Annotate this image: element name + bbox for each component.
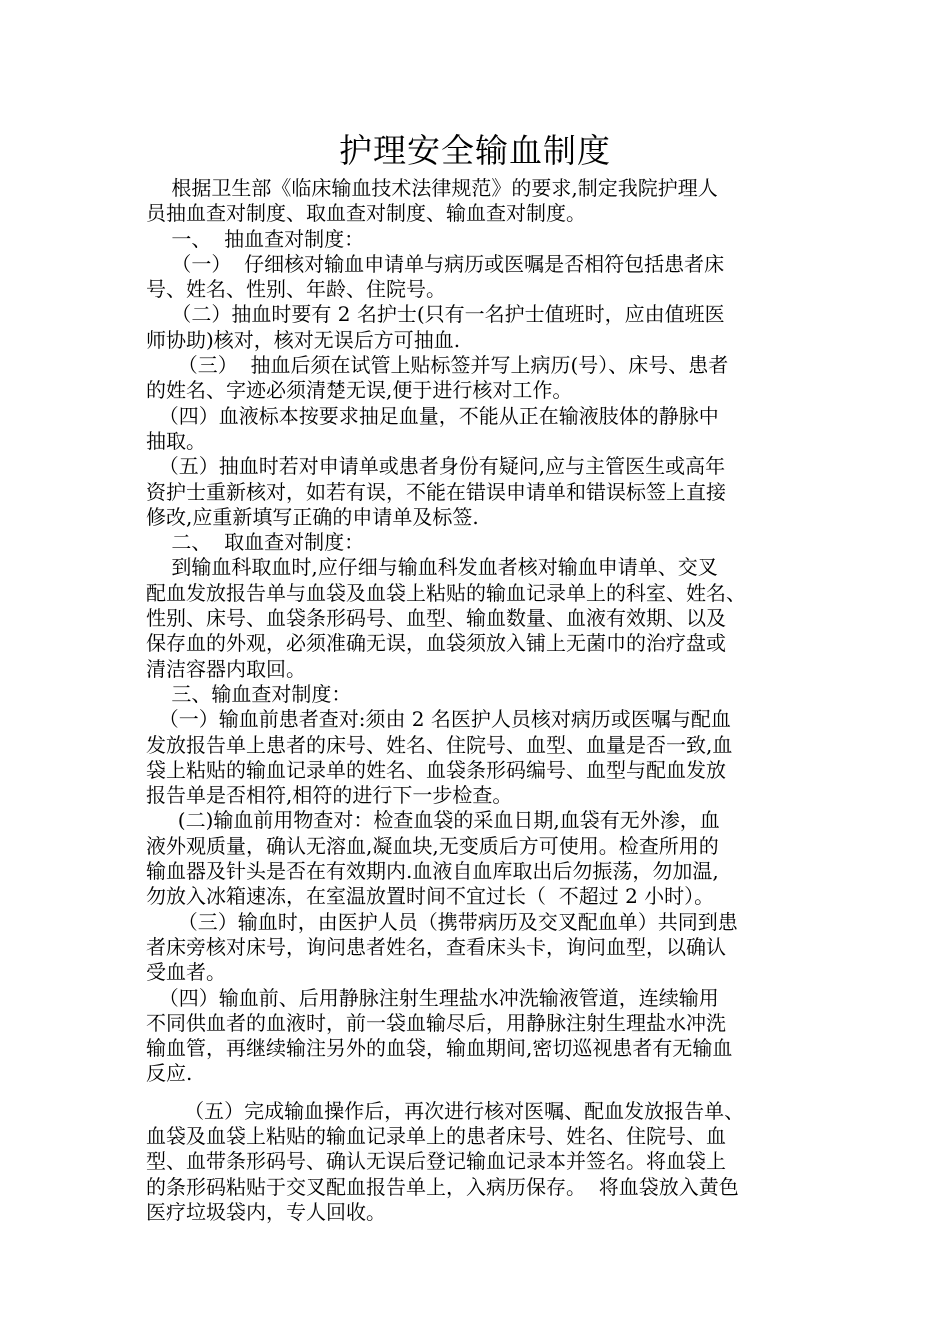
- text-line: （四）血液标本按要求抽足血量，不能从正在输液肢体的静脉中: [146, 403, 719, 428]
- text-line: 报告单是否相符,相符的进行下一步检查。: [146, 783, 513, 808]
- text-line: 勿放入冰箱速冻，在室温放置时间不宜过长（ 不超过 2 小时）。: [146, 884, 715, 909]
- text-line: 不同供血者的血液时，前一袋血输尽后，用静脉注射生理盐水冲洗: [146, 1010, 726, 1035]
- text-line: 到输血科取血时,应仔细与输血科发血者核对输血申请单、交叉: [146, 555, 718, 580]
- text-line: 一、 抽血查对制度：: [146, 226, 365, 251]
- text-line: 受血者。: [146, 960, 226, 985]
- text-line: 配血发放报告单与血袋及血袋上粘贴的输血记录单上的科室、姓名、: [146, 580, 746, 605]
- text-line: （三） 抽血后须在试管上贴标签并写上病历(号）、床号、患者: [146, 353, 729, 378]
- text-line: 抽取。: [146, 428, 206, 453]
- text-line: 保存血的外观，必须准确无误，血袋须放入铺上无菌巾的治疗盘或: [146, 631, 726, 656]
- text-line: （三）输血时，由医护人员（携带病历及交叉配血单）共同到患: [146, 909, 738, 934]
- text-line: 反应.: [146, 1061, 193, 1086]
- text-line: 血袋及血袋上粘贴的输血记录单上的患者床号、姓名、住院号、血: [146, 1123, 726, 1148]
- text-line: 者床旁核对床号，询问患者姓名，查看床头卡，询问血型，以确认: [146, 934, 726, 959]
- text-line: （五）完成输血操作后，再次进行核对医嘱、配血发放报告单、: [146, 1098, 745, 1123]
- text-line: 根据卫生部《临床输血技术法律规范》的要求,制定我院护理人: [146, 176, 718, 200]
- text-line: 的姓名、字迹必须清楚无误,便于进行核对工作。: [146, 378, 573, 403]
- text-line: 员抽血查对制度、取血查对制度、输血查对制度。: [146, 201, 586, 226]
- text-line: （一）输血前患者查对:须由 2 名医护人员核对病历或医嘱与配血: [146, 707, 731, 732]
- text-line: 输血管，再继续输注另外的血袋，输血期间,密切巡视患者有无输血: [146, 1036, 733, 1061]
- text-line: 袋上粘贴的输血记录单的姓名、血袋条形码编号、血型与配血发放: [146, 757, 726, 782]
- text-line: 液外观质量，确认无溶血,凝血块,无变质后方可使用。检查所用的: [146, 833, 719, 858]
- document-title: 护理安全输血制度: [339, 131, 611, 170]
- text-line: （一） 仔细核对输血申请单与病历或医嘱是否相符包括患者床: [146, 251, 725, 276]
- text-line: 发放报告单上患者的床号、姓名、住院号、血型、血量是否一致,血: [146, 732, 733, 757]
- text-line: 号、姓名、性别、年龄、住院号。: [146, 277, 446, 302]
- text-line: （四）输血前、后用静脉注射生理盐水冲洗输液管道，连续输用: [146, 985, 719, 1010]
- text-line: 清洁容器内取回。: [146, 656, 306, 681]
- text-line: 师协助)核对，核对无误后方可抽血.: [146, 327, 461, 352]
- text-line: 二、 取血查对制度：: [146, 530, 365, 555]
- text-line: （五）抽血时若对申请单或患者身份有疑问,应与主管医生或高年: [146, 454, 726, 479]
- text-line: 性别、床号、血袋条形码号、血型、输血数量、血液有效期、以及: [146, 606, 726, 631]
- text-line: 三、输血查对制度：: [146, 681, 352, 706]
- text-line: (二)输血前用物查对：检查血袋的采血日期,血袋有无外渗，血: [146, 808, 720, 833]
- text-line: 医疗垃圾袋内，专人回收。: [146, 1199, 386, 1224]
- text-line: 修改,应重新填写正确的申请单及标签.: [146, 504, 479, 529]
- text-line: 的条形码粘贴于交叉配血报告单上，入病历保存。 将血袋放入黄色: [146, 1174, 739, 1199]
- text-line: （二）抽血时要有 2 名护士(只有一名护士值班时，应由值班医: [146, 302, 725, 327]
- text-line: 型、血带条形码号、确认无误后登记输血记录本并签名。将血袋上: [146, 1149, 726, 1174]
- document-body: [146, 176, 812, 1225]
- blank-line: [146, 1087, 812, 1099]
- text-line: 资护士重新核对，如若有误，不能在错误申请单和错误标签上直接: [146, 479, 726, 504]
- text-line: 输血器及针头是否在有效期内.血液自血库取出后勿振荡，勿加温,: [146, 859, 719, 884]
